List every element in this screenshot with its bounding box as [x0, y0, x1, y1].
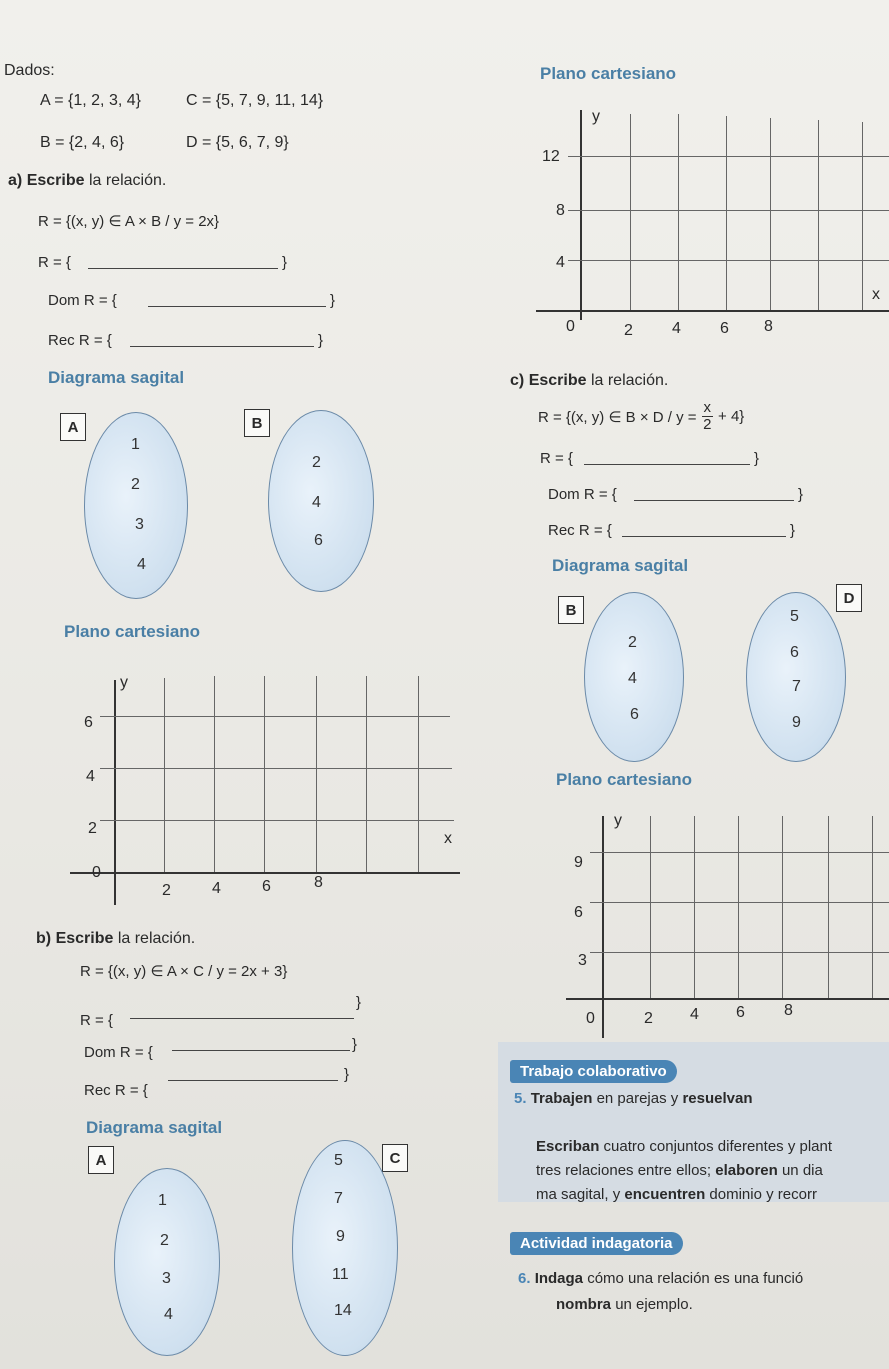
colaborativo-bold1: Trabajen: [530, 1090, 593, 1107]
top-x-tick: 0: [566, 318, 575, 335]
grid-line: [366, 676, 367, 872]
part-b-rec-answer-line[interactable]: [168, 1080, 338, 1081]
part-c-y-tick: 6: [574, 904, 583, 921]
part-c-right-item: 6: [790, 644, 799, 661]
part-a-set-left-label: A: [60, 413, 86, 441]
colaborativo-item-num: 5.: [514, 1090, 527, 1107]
part-b-instruction: [36, 930, 195, 948]
part-b-sagital-title: Diagrama sagital: [86, 1118, 223, 1137]
part-c-instruction: [510, 372, 668, 390]
grid-line: [818, 120, 819, 310]
set-b-definition: B = {2, 4, 6}: [40, 134, 125, 151]
colaborativo-line3-pre: ma sagital, y: [536, 1186, 621, 1203]
part-a-x-tick: 2: [162, 882, 171, 899]
part-a-rec-prefix: Rec R = {: [48, 332, 112, 349]
part-c-sagital-title: Diagrama sagital: [552, 556, 689, 575]
part-c-left-item: 4: [628, 670, 637, 687]
colaborativo-line2: [536, 1162, 823, 1179]
part-a-dom-prefix: Dom R = {: [48, 292, 117, 309]
colaborativo-line3-rest: dominio y recorr: [709, 1186, 817, 1203]
grid-line: [828, 816, 829, 998]
part-a-x-tick: 6: [262, 878, 271, 895]
top-x-tick: 4: [672, 320, 681, 337]
grid-line: [694, 816, 695, 998]
indagatoria-line2-rest: un ejemplo.: [615, 1296, 693, 1313]
set-d-definition: D = {5, 6, 7, 9}: [186, 134, 289, 151]
part-b-dom-prefix: Dom R = {: [84, 1044, 153, 1061]
grid-line: [590, 852, 889, 853]
top-y-axis: [580, 110, 582, 320]
part-b-left-item: 4: [164, 1306, 173, 1323]
part-b-dom-answer-line[interactable]: [172, 1050, 350, 1051]
part-b-right-item: 14: [334, 1302, 352, 1319]
part-c-rec-prefix: Rec R = {: [548, 522, 612, 539]
part-c-cartesian-grid[interactable]: [560, 806, 889, 1042]
part-c-rec-close: }: [790, 522, 796, 539]
part-a-set-right-label: B: [244, 409, 270, 437]
part-c-x-tick: 6: [736, 1004, 745, 1021]
part-c-set-left-label: B: [558, 596, 584, 624]
part-c-set-right-label: D: [836, 584, 862, 612]
part-a-r-close: }: [282, 254, 288, 271]
part-a-rec-close: }: [318, 332, 324, 349]
part-a-dom-close: }: [330, 292, 336, 309]
part-c-dom-prefix: Dom R = {: [548, 486, 617, 503]
grid-line: [214, 676, 215, 872]
part-a-y-label: y: [120, 674, 128, 691]
part-b-dom-close: }: [352, 1036, 358, 1053]
top-x-tick: 8: [764, 318, 773, 335]
indagatoria-item-num: 6.: [518, 1270, 531, 1287]
top-cartesian-grid[interactable]: [530, 100, 889, 345]
indagatoria-pill: Actividad indagatoria: [510, 1232, 683, 1255]
part-c-left-item: 6: [630, 706, 639, 723]
part-a-y-tick: 2: [88, 820, 97, 837]
part-c-verb: Escribe: [528, 372, 587, 389]
colaborativo-item: [514, 1090, 753, 1107]
part-c-y-axis: [602, 816, 604, 1038]
grid-line: [316, 676, 317, 872]
indagatoria-line2-bold: nombra: [556, 1296, 612, 1313]
part-a-verb: Escribe: [26, 172, 85, 189]
grid-line: [590, 902, 889, 903]
part-b-r-close: }: [356, 994, 362, 1011]
part-a-x-axis: [70, 872, 460, 874]
grid-line: [100, 768, 452, 769]
grid-line: [568, 210, 889, 211]
part-c-frac-den: 2: [703, 416, 712, 433]
grid-line: [568, 260, 889, 261]
part-c-dom-answer-line[interactable]: [634, 500, 794, 501]
part-c-y-tick: 9: [574, 854, 583, 871]
part-c-relation-pre: R = {(x, y) ∈ B × D / y =: [538, 408, 697, 426]
indagatoria-bold: Indaga: [534, 1270, 584, 1287]
part-a-left-item: 4: [137, 556, 146, 573]
part-c-frac-num: x: [703, 399, 712, 416]
colaborativo-line2-rest: un dia: [781, 1162, 823, 1179]
colaborativo-line2-pre: tres relaciones entre ellos;: [536, 1162, 712, 1179]
part-c-relation-post: + 4}: [718, 408, 745, 425]
grid-line: [738, 816, 739, 998]
top-y-label: y: [592, 108, 600, 125]
part-b-left-item: 2: [160, 1232, 169, 1249]
part-a-label: a): [8, 172, 23, 189]
grid-line: [630, 114, 631, 310]
part-a-right-item: 4: [312, 494, 321, 511]
part-c-fraction: [702, 400, 714, 433]
part-a-y-tick: 4: [86, 768, 95, 785]
part-a-cartesian-grid[interactable]: [60, 670, 460, 910]
part-a-instruction: [8, 172, 166, 190]
colaborativo-mid1: en parejas y: [596, 1090, 679, 1107]
top-y-tick: 4: [556, 254, 565, 271]
part-c-right-item: 5: [790, 608, 799, 625]
part-a-y-tick: 6: [84, 714, 93, 731]
indagatoria-line2: [556, 1296, 693, 1313]
part-b-set-left-oval: [114, 1168, 220, 1356]
top-plano-title: Plano cartesiano: [540, 64, 677, 83]
grid-line: [872, 816, 873, 998]
part-a-x-label: x: [444, 830, 452, 847]
top-x-axis: [536, 310, 889, 312]
part-a-left-item: 3: [135, 516, 144, 533]
grid-line: [264, 676, 265, 872]
part-a-right-item: 2: [312, 454, 321, 471]
grid-line: [100, 820, 454, 821]
part-a-r-prefix: R = {: [38, 254, 71, 271]
grid-line: [164, 678, 165, 872]
part-c-label: c): [510, 372, 525, 389]
part-c-plano-title: Plano cartesiano: [556, 770, 693, 789]
part-b-instruction-rest: la relación.: [117, 930, 196, 947]
colaborativo-line2-bold: elaboren: [715, 1162, 778, 1179]
part-a-set-right-oval: [268, 410, 374, 592]
part-c-right-item: 9: [792, 714, 801, 731]
part-a-left-item: 1: [131, 436, 140, 453]
colaborativo-line1-rest: cuatro conjuntos diferentes y plant: [603, 1138, 833, 1155]
grid-line: [678, 114, 679, 310]
part-c-x-tick: 0: [586, 1010, 595, 1027]
grid-line: [770, 118, 771, 310]
grid-line: [100, 716, 450, 717]
grid-line: [650, 816, 651, 998]
part-b-r-answer-line[interactable]: [130, 1018, 354, 1019]
part-c-right-item: 7: [792, 678, 801, 695]
part-b-right-item: 7: [334, 1190, 343, 1207]
part-a-relation: R = {(x, y) ∈ A × B / y = 2x}: [38, 213, 220, 230]
colaborativo-line3-bold: encuentren: [624, 1186, 706, 1203]
part-b-right-item: 9: [336, 1228, 345, 1245]
top-x-label: x: [872, 286, 880, 303]
colaborativo-line1-bold: Escriban: [536, 1138, 600, 1155]
part-a-rec-answer-line[interactable]: [130, 346, 314, 347]
colaborativo-line3: [536, 1186, 817, 1203]
part-c-x-tick: 4: [690, 1006, 699, 1023]
part-b-r-prefix: R = {: [80, 1012, 113, 1029]
part-b-verb: Escribe: [55, 930, 114, 947]
indagatoria-item: [518, 1270, 803, 1287]
grid-line: [862, 122, 863, 310]
colaborativo-line1: [536, 1138, 832, 1155]
grid-line: [568, 156, 889, 157]
part-c-relation: [538, 400, 744, 433]
part-a-sagital-title: Diagrama sagital: [48, 368, 185, 387]
part-c-r-prefix: R = {: [540, 450, 573, 467]
part-a-left-item: 2: [131, 476, 140, 493]
part-b-set-right-oval: [292, 1140, 398, 1356]
part-b-right-item: 5: [334, 1152, 343, 1169]
part-c-r-close: }: [754, 450, 760, 467]
grid-line: [590, 952, 889, 953]
part-a-x-tick: 0: [92, 864, 101, 881]
part-b-rec-close: }: [344, 1066, 350, 1083]
part-b-set-right-label: C: [382, 1144, 408, 1172]
dados-label: Dados:: [4, 62, 55, 79]
part-b-set-left-label: A: [88, 1146, 114, 1174]
part-a-plano-title: Plano cartesiano: [64, 622, 201, 641]
part-c-y-tick: 3: [578, 952, 587, 969]
top-y-tick: 12: [542, 148, 560, 165]
part-b-left-item: 1: [158, 1192, 167, 1209]
part-b-relation: R = {(x, y) ∈ A × C / y = 2x + 3}: [80, 963, 288, 980]
part-c-x-tick: 8: [784, 1002, 793, 1019]
colaborativo-bold2: resuelvan: [682, 1090, 753, 1107]
part-b-label: b): [36, 930, 52, 947]
part-c-y-label: y: [614, 812, 622, 829]
part-a-x-tick: 4: [212, 880, 221, 897]
set-a-definition: A = {1, 2, 3, 4}: [40, 92, 141, 109]
part-a-x-tick: 8: [314, 874, 323, 891]
part-a-r-answer-line[interactable]: [88, 268, 278, 269]
top-y-tick: 8: [556, 202, 565, 219]
part-c-left-item: 2: [628, 634, 637, 651]
grid-line: [726, 116, 727, 310]
part-b-right-item: 11: [332, 1266, 349, 1283]
top-x-tick: 6: [720, 320, 729, 337]
set-c-definition: C = {5, 7, 9, 11, 14}: [186, 92, 324, 109]
colaborativo-pill: Trabajo colaborativo: [510, 1060, 677, 1083]
grid-line: [782, 816, 783, 998]
top-x-tick: 2: [624, 322, 633, 339]
part-b-rec-prefix: Rec R = {: [84, 1082, 148, 1099]
part-a-right-item: 6: [314, 532, 323, 549]
part-c-r-answer-line[interactable]: [584, 464, 750, 465]
part-c-x-tick: 2: [644, 1010, 653, 1027]
indagatoria-rest: cómo una relación es una funció: [587, 1270, 804, 1287]
part-c-instruction-rest: la relación.: [590, 372, 669, 389]
part-a-dom-answer-line[interactable]: [148, 306, 326, 307]
part-b-left-item: 3: [162, 1270, 171, 1287]
part-a-instruction-rest: la relación.: [88, 172, 167, 189]
grid-line: [418, 676, 419, 872]
part-c-dom-close: }: [798, 486, 804, 503]
part-c-rec-answer-line[interactable]: [622, 536, 786, 537]
part-c-x-axis: [566, 998, 889, 1000]
